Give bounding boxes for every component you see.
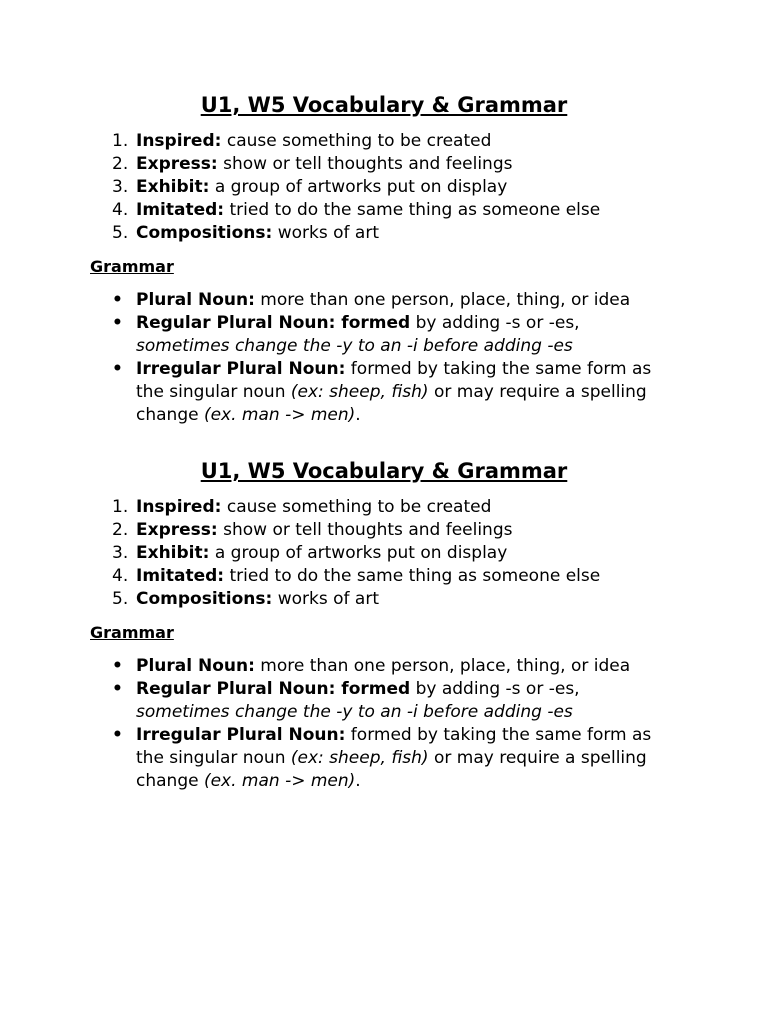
grammar-italic-note: sometimes change the -y to an -i before adding -es bbox=[136, 336, 573, 356]
grammar-text: more than one person, place, thing, or idea bbox=[254, 656, 631, 676]
page-title: U1, W5 Vocabulary & Grammar bbox=[200, 93, 568, 117]
grammar-term: Regular Plural Noun: formed bbox=[136, 679, 411, 699]
grammar-italic-note: sometimes change the -y to an -i before adding -es bbox=[136, 702, 573, 722]
vocab-definition: tried to do the same thing as someone else bbox=[224, 566, 601, 586]
vocab-item bbox=[0, 222, 768, 245]
grammar-example: (ex: sheep, fish) bbox=[290, 748, 429, 768]
grammar-text: . bbox=[355, 405, 361, 425]
grammar-text: by adding -s or -es, bbox=[410, 679, 580, 699]
vocab-number: 3. bbox=[112, 177, 129, 197]
grammar-item-irregular-plural-noun bbox=[0, 724, 768, 793]
vocab-definition: works of art bbox=[272, 223, 379, 243]
grammar-example: (ex: sheep, fish) bbox=[290, 382, 429, 402]
vocab-term: Express: bbox=[136, 520, 218, 540]
bullet: • bbox=[112, 290, 123, 310]
vocab-definition: a group of artworks put on display bbox=[209, 543, 508, 563]
grammar-term: Irregular Plural Noun: bbox=[136, 725, 346, 745]
bullet: • bbox=[112, 656, 123, 676]
grammar-list bbox=[0, 655, 768, 793]
vocab-term: Imitated: bbox=[136, 566, 225, 586]
vocab-definition: show or tell thoughts and feelings bbox=[217, 154, 513, 174]
grammar-example: (ex. man -> men) bbox=[203, 405, 356, 425]
grammar-heading: Grammar bbox=[90, 623, 174, 642]
vocab-number: 4. bbox=[112, 566, 129, 586]
bullet: • bbox=[112, 725, 123, 745]
vocab-item bbox=[0, 176, 768, 199]
vocab-number: 1. bbox=[112, 497, 129, 517]
vocab-definition: tried to do the same thing as someone else bbox=[224, 200, 601, 220]
bullet: • bbox=[112, 313, 123, 333]
grammar-item-regular-plural-noun bbox=[0, 678, 768, 724]
grammar-list bbox=[0, 289, 768, 427]
grammar-example: (ex. man -> men) bbox=[203, 771, 356, 791]
grammar-term: Regular Plural Noun: formed bbox=[136, 313, 411, 333]
grammar-text: . bbox=[355, 771, 361, 791]
grammar-term: Plural Noun: bbox=[136, 290, 255, 310]
vocabulary-section-1 bbox=[0, 90, 768, 427]
vocab-definition: works of art bbox=[272, 589, 379, 609]
grammar-heading: Grammar bbox=[90, 257, 174, 276]
grammar-text: or may require a spelling change bbox=[136, 748, 647, 791]
vocab-term: Compositions: bbox=[136, 223, 273, 243]
vocab-term: Exhibit: bbox=[136, 543, 210, 563]
grammar-term: Irregular Plural Noun: bbox=[136, 359, 346, 379]
vocab-item bbox=[0, 496, 768, 519]
grammar-text: formed by taking the same form as the singular noun bbox=[136, 725, 652, 768]
grammar-item-irregular-plural-noun bbox=[0, 358, 768, 427]
vocab-term: Compositions: bbox=[136, 589, 273, 609]
vocab-definition: show or tell thoughts and feelings bbox=[217, 520, 513, 540]
bullet: • bbox=[112, 359, 123, 379]
vocabulary-list bbox=[0, 496, 768, 611]
grammar-text: by adding -s or -es, bbox=[410, 313, 580, 333]
grammar-term: Plural Noun: bbox=[136, 656, 255, 676]
grammar-text: formed by taking the same form as the singular noun bbox=[136, 359, 652, 402]
vocab-number: 2. bbox=[112, 520, 129, 540]
vocab-item bbox=[0, 199, 768, 222]
vocab-term: Inspired: bbox=[136, 131, 222, 151]
vocab-number: 1. bbox=[112, 131, 129, 151]
vocab-number: 2. bbox=[112, 154, 129, 174]
grammar-item-plural-noun bbox=[0, 289, 768, 312]
grammar-text: or may require a spelling change bbox=[136, 382, 647, 425]
vocab-item bbox=[0, 519, 768, 542]
grammar-item-regular-plural-noun bbox=[0, 312, 768, 358]
vocabulary-list bbox=[0, 130, 768, 245]
vocab-item bbox=[0, 542, 768, 565]
vocab-number: 5. bbox=[112, 223, 129, 243]
vocab-number: 5. bbox=[112, 589, 129, 609]
bullet: • bbox=[112, 679, 123, 699]
vocab-term: Exhibit: bbox=[136, 177, 210, 197]
vocabulary-section-2 bbox=[0, 456, 768, 793]
vocab-item bbox=[0, 130, 768, 153]
grammar-text: more than one person, place, thing, or idea bbox=[254, 290, 631, 310]
vocab-definition: cause something to be created bbox=[221, 131, 492, 151]
vocab-term: Inspired: bbox=[136, 497, 222, 517]
vocab-item bbox=[0, 153, 768, 176]
vocab-definition: a group of artworks put on display bbox=[209, 177, 508, 197]
grammar-item-plural-noun bbox=[0, 655, 768, 678]
vocab-item bbox=[0, 588, 768, 611]
vocab-number: 3. bbox=[112, 543, 129, 563]
vocab-definition: cause something to be created bbox=[221, 497, 492, 517]
vocab-number: 4. bbox=[112, 200, 129, 220]
vocab-term: Express: bbox=[136, 154, 218, 174]
vocab-term: Imitated: bbox=[136, 200, 225, 220]
vocab-item bbox=[0, 565, 768, 588]
page-title: U1, W5 Vocabulary & Grammar bbox=[200, 459, 568, 483]
